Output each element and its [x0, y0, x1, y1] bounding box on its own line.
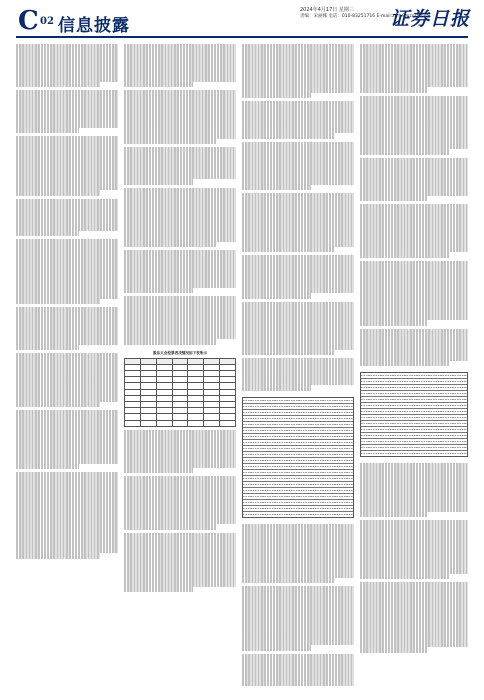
text-column-1	[16, 44, 118, 686]
page-number: 02	[40, 16, 54, 27]
page-code: C	[18, 6, 39, 36]
dateline: 2024年4月17日 星期三	[300, 7, 354, 13]
table-title: 股东大会投票表决情况如下表所示	[153, 350, 207, 355]
editor-line: 责编：宋丽娜 电话：010-83251716 E-mail:zqrb9@zqrb.net	[300, 14, 429, 19]
vote-results-table	[124, 358, 236, 427]
section-title: 信息披露	[58, 16, 130, 36]
header-rule	[16, 36, 468, 38]
text-column-2	[124, 44, 236, 686]
text-column-3	[242, 44, 354, 686]
masthead-logo: 证券日报	[389, 8, 470, 30]
text-column-4	[360, 44, 468, 686]
data-table-1	[242, 397, 354, 518]
data-table-2	[360, 372, 468, 457]
page-header	[0, 0, 484, 40]
